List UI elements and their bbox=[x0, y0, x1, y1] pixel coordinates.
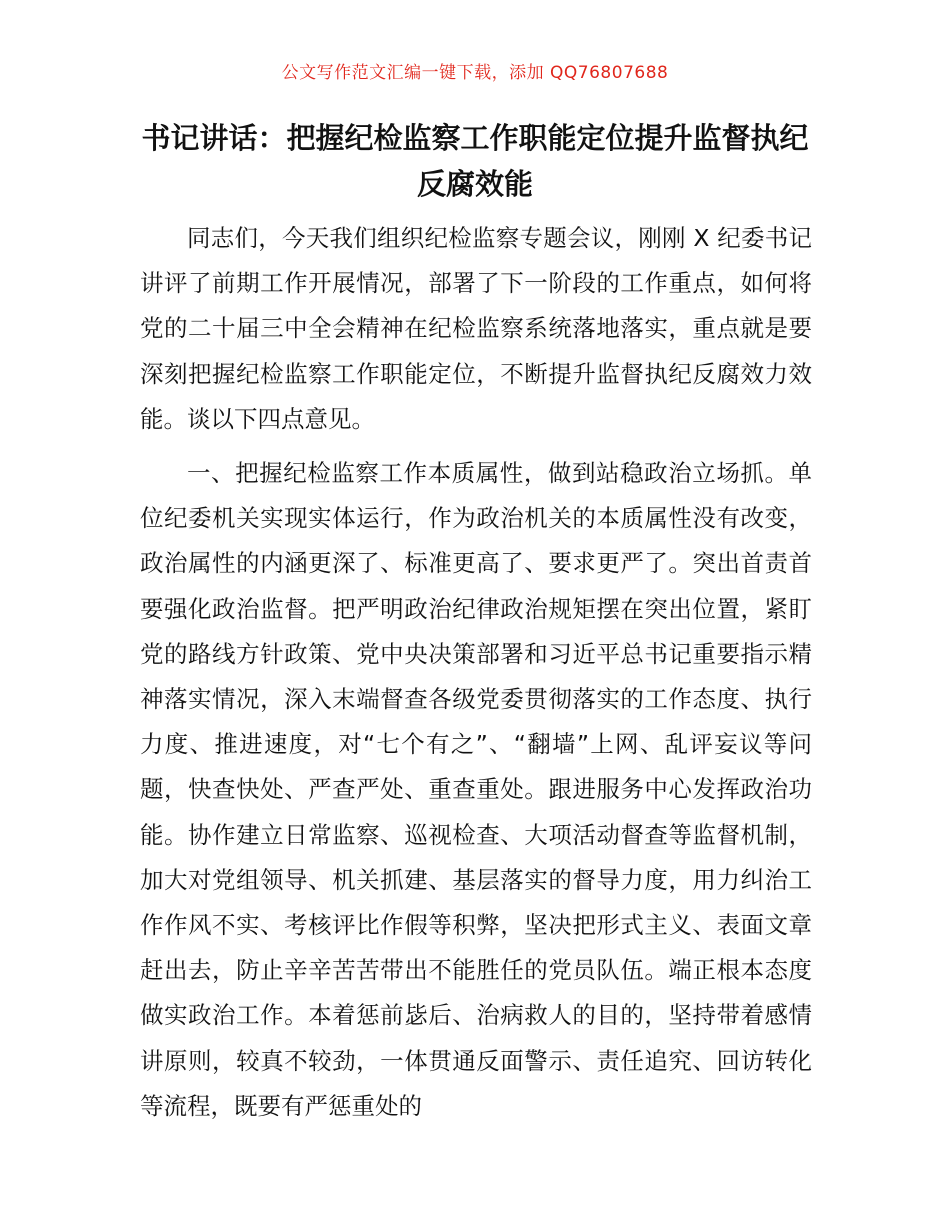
download-notice: 公文写作范文汇编一键下载，添加 QQ76807688 bbox=[281, 63, 669, 83]
paragraph-intro: 同志们，今天我们组织纪检监察专题会议，刚刚 X 纪委书记讲评了前期工作开展情况，部署了下一阶段的工作重点，如何将党的二十届三中全会精神在纪检监察系统落地落实，重点就是要深刻把握纪检监察工作职能定位，不断提升监督执纪反腐效力效能。谈以下四点意见。 bbox=[140, 224, 812, 433]
paragraph-section-one: 一、把握纪检监察工作本质属性，做到站稳政治立场抓。单位纪委机关实现实体运行，作为政治机关的本质属性没有改变，政治属性的内涵更深了、标准更高了、要求更严了。突出首责首要强化政治监督。把严明政治纪律政治规矩摆在突出位置，紧盯党的路线方针政策、党中央决策部署和习近平总书记重要指示精神落实情况，深入末端督查各级党委贯彻落实的工作态度、执行力度、推进速度，对“七个有之”、“翻墙”上网、乱评妄议等问题，快查快处、严查严处、重查重处。跟进服务中心发挥政治功能。协作建立日常监察、巡视检查、大项活动督查等监督机制，加大对党组领导、机关抓建、基层落实的督导力度，用力纠治工作作风不实、考核评比作假等积弊，坚决把形式主义、表面文章赶出去，防止辛辛苦苦带出不能胜任的党员队伍。端正根本态度做实政治工作。本着惩前毖后、治病救人的目的，坚持带着感情讲原则，较真不较劲，一体贯通反面警示、责任追究、回访转化等流程，既要有严惩重处的 bbox=[140, 459, 812, 1120]
document-body bbox=[140, 216, 812, 1129]
document-title: 书记讲话：把握纪检监察工作职能定位提升监督执纪反腐效能 bbox=[141, 121, 809, 201]
